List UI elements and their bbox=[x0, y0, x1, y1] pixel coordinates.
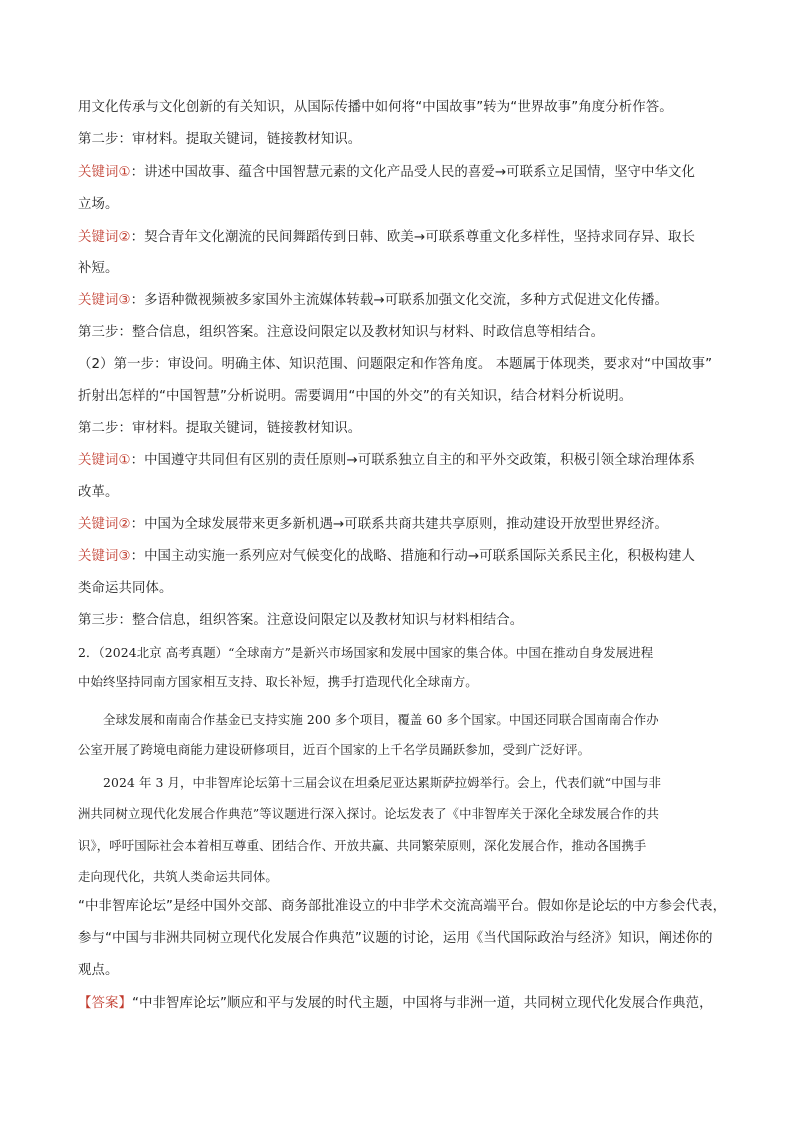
text-line bbox=[78, 356, 712, 374]
line-text: 洲共同树立现代化发展合作典范”等议题进行深入探讨。论坛发表了《中非智库关于深化全球发展合作的共 bbox=[78, 806, 660, 821]
text-line bbox=[78, 260, 118, 278]
text-line bbox=[78, 580, 172, 598]
line-text: 改革。 bbox=[78, 485, 119, 500]
text-line bbox=[78, 420, 361, 438]
line-text: 观点。 bbox=[78, 963, 119, 978]
line-text: 中始终坚持同南方国家相互支持、取长补短，携手打造现代化全球南方。 bbox=[78, 674, 478, 689]
text-line bbox=[103, 711, 659, 729]
text-line bbox=[78, 644, 653, 662]
line-text: 2．（2024北京 高考真题）“全球南方”是新兴市场国家和发展中国家的集合体。中国在推动自身发展进程 bbox=[78, 645, 654, 660]
line-text: 用文化传承与文化创新的有关知识，从国际传播中如何将“中国故事”转为“世界故事”角度分析作答。 bbox=[78, 100, 673, 115]
text-line bbox=[78, 548, 695, 566]
line-text: 参与“中国与非洲共同树立现代化发展合作典范”议题的讨论，运用《当代国际政治与经济》知识，阐述你的 bbox=[78, 931, 713, 946]
line-text: 折射出怎样的“中国智慧”分析说明。需要调用“中国的外交”的有关知识，结合材料分析说明。 bbox=[78, 389, 633, 404]
line-text: ：中国主动实施一系列应对气候变化的战略、措施和行动→可联系国际关系民主化，积极构建人 bbox=[130, 549, 696, 564]
line-text: ：中国为全球发展带来更多新机遇→可联系共商共建共享原则，推动建设开放型世界经济。 bbox=[130, 517, 669, 532]
text-line bbox=[78, 99, 673, 117]
keyword-label: 关键词① bbox=[78, 165, 131, 180]
text-line bbox=[78, 229, 695, 247]
text-line bbox=[78, 388, 632, 406]
line-text: 第二步：审材料。提取关键词，链接教材知识。 bbox=[78, 132, 362, 147]
text-line bbox=[78, 292, 668, 310]
text-line bbox=[78, 962, 118, 980]
line-text: 2024 年 3 月，中非智库论坛第十三届会议在坦桑尼亚达累斯萨拉姆举行。会上，代表们就“中国与非 bbox=[103, 775, 662, 790]
line-text: 走向现代化，共筑人类命运共同体。 bbox=[78, 869, 278, 884]
line-text: 全球发展和南南合作基金已支持实施 200 多个项目，覆盖 60 多个国家。中国还同联合国南南合作办 bbox=[103, 712, 659, 727]
text-line bbox=[103, 774, 661, 792]
line-text: 公室开展了跨境电商能力建设研修项目，近百个国家的上千名学员踊跃参加，受到广泛好评。 bbox=[78, 742, 591, 757]
line-text: ：多语种微视频被多家国外主流媒体转载→可联系加强文化交流，多种方式促进文化传播。 bbox=[130, 293, 669, 308]
keyword-label: 关键词③ bbox=[78, 549, 131, 564]
keyword-label: 【答案】 bbox=[78, 996, 132, 1011]
text-line bbox=[78, 612, 523, 630]
text-line bbox=[78, 898, 726, 916]
line-text: “中非智库论坛”是经中国外交部、商务部批准设立的中非学术交流高端平台。假如你是论坛的中方参会代表， bbox=[78, 899, 727, 914]
text-line bbox=[78, 805, 659, 823]
keyword-label: 关键词③ bbox=[78, 293, 131, 308]
line-text: 立场。 bbox=[78, 197, 119, 212]
line-text: ：中国遵守共同但有区别的责任原则→可联系独立自主的和平外交政策，积极引领全球治理体系 bbox=[130, 453, 696, 468]
keyword-label: 关键词① bbox=[78, 453, 131, 468]
line-text: ：契合青年文化潮流的民间舞蹈传到日韩、欧美→可联系尊重文化多样性，坚持求同存异、取长 bbox=[130, 230, 696, 245]
keyword-label: 关键词② bbox=[78, 517, 131, 532]
line-text: ：讲述中国故事、蕴含中国智慧元素的文化产品受人民的喜爱→可联系立足国情，坚守中华文化 bbox=[130, 165, 696, 180]
line-text: 识》，呼吁国际社会本着相互尊重、团结合作、开放共赢、共同繁荣原则，深化发展合作，推动各国携手 bbox=[78, 838, 647, 853]
line-text: “中非智库论坛”顺应和平与发展的时代主题，中国将与非洲一道，共同树立现代化发展合作典范， bbox=[131, 996, 713, 1011]
text-line bbox=[78, 164, 695, 182]
line-text: 类命运共同体。 bbox=[78, 581, 173, 596]
text-line bbox=[78, 516, 668, 534]
keyword-label: 关键词② bbox=[78, 230, 131, 245]
text-line bbox=[78, 131, 361, 149]
text-line bbox=[78, 741, 590, 759]
line-text: 第三步：整合信息，组织答案。注意设问限定以及教材知识与材料、时政信息等相结合。 bbox=[78, 325, 605, 340]
text-line bbox=[78, 484, 118, 502]
text-line bbox=[78, 868, 278, 886]
line-text: 补短。 bbox=[78, 261, 119, 276]
text-line bbox=[78, 673, 478, 691]
text-line bbox=[78, 196, 118, 214]
line-text: 第三步：整合信息，组织答案。注意设问限定以及教材知识与材料相结合。 bbox=[78, 613, 524, 628]
text-line bbox=[78, 930, 713, 948]
text-line bbox=[78, 837, 646, 855]
line-text: 第二步：审材料。提取关键词，链接教材知识。 bbox=[78, 421, 362, 436]
text-line bbox=[78, 452, 695, 470]
line-text: （2）第一步：审设问。明确主体、知识范围、问题限定和作答角度。 本题属于体现类，要求对“中国故事” bbox=[78, 357, 713, 372]
text-line bbox=[78, 995, 713, 1013]
text-line bbox=[78, 324, 604, 342]
